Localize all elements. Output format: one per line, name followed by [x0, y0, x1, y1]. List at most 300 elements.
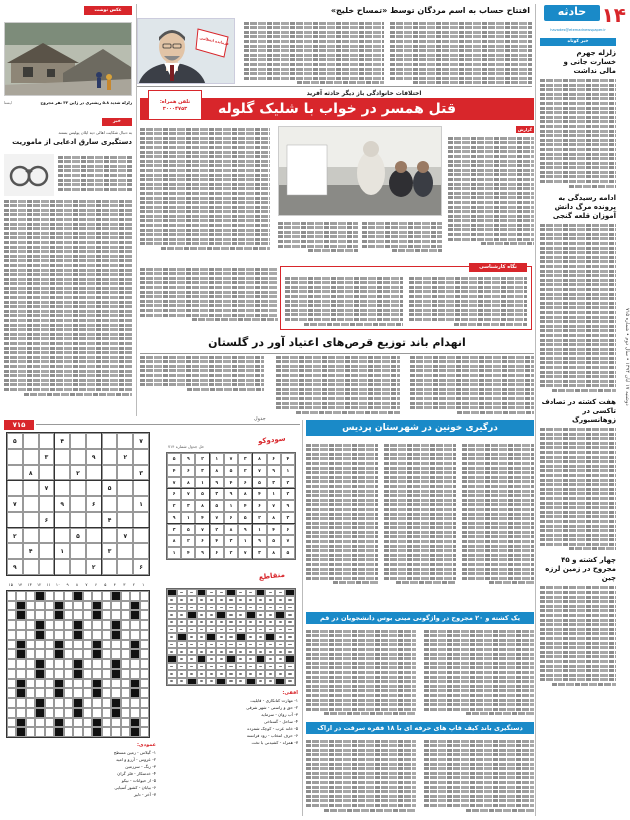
crossword-cell[interactable] [92, 620, 101, 630]
crossword-cell[interactable] [45, 698, 54, 708]
crossword-cell[interactable] [83, 620, 92, 630]
crossword-cell[interactable] [121, 640, 130, 650]
crossword-cell[interactable] [121, 688, 130, 698]
crossword-black-cell [73, 669, 82, 679]
crossword-cell[interactable] [45, 659, 54, 669]
sudoku-cell: ۵ [102, 480, 118, 496]
crossword-cell[interactable] [26, 649, 35, 659]
crossword-cell [216, 633, 226, 640]
crossword-cell[interactable] [7, 669, 16, 679]
crossword-cell[interactable] [102, 708, 111, 718]
crossword-cell[interactable] [73, 718, 82, 728]
crossword-cell [187, 648, 197, 655]
crossword-black-cell [177, 633, 187, 640]
crossword-cell[interactable] [26, 727, 35, 737]
crossword-cell[interactable] [26, 688, 35, 698]
crossword-cell[interactable] [102, 591, 111, 601]
crossword-cell[interactable] [45, 669, 54, 679]
sudoku-cell: ۲ [117, 449, 133, 465]
crossword-cell[interactable] [16, 591, 25, 601]
sudoku-cell: ۱ [133, 496, 149, 512]
crossword-cell [206, 655, 216, 662]
crossword-black-cell [275, 678, 285, 685]
crossword-cell[interactable] [26, 669, 35, 679]
crossword-black-cell [197, 589, 207, 596]
crossword-cell [265, 619, 275, 626]
crossword-cell[interactable] [83, 630, 92, 640]
crossword-cell[interactable] [73, 688, 82, 698]
sudoku-cell [23, 528, 39, 544]
crossword-cell[interactable] [83, 688, 92, 698]
crossword-cell[interactable] [45, 640, 54, 650]
crossword-cell [236, 648, 246, 655]
sudoku-cell: ۳ [181, 500, 195, 512]
crossword-cell[interactable] [130, 591, 139, 601]
crossword-cell [167, 633, 177, 640]
crossword-cell[interactable] [102, 679, 111, 689]
crossword-cell[interactable] [73, 649, 82, 659]
crossword-cell[interactable] [121, 601, 130, 611]
crossword-cell[interactable] [111, 601, 120, 611]
crossword-cell[interactable] [83, 591, 92, 601]
crossword-cell[interactable] [64, 620, 73, 630]
sudoku-box-line [209, 453, 210, 559]
crossword-cell[interactable] [45, 688, 54, 698]
report-label: گزارش [517, 127, 532, 132]
crossword-cell [256, 604, 266, 611]
crossword-cell[interactable] [64, 688, 73, 698]
sudoku-cell: ۷ [39, 480, 55, 496]
sudoku-cell [70, 480, 86, 496]
crossword-cell[interactable] [35, 649, 44, 659]
sudoku-cell: ۷ [252, 465, 266, 477]
crossword-cell[interactable] [140, 708, 149, 718]
sudoku-cell: ۶ [238, 477, 252, 489]
crossword-cell[interactable] [45, 620, 54, 630]
crossword-cell [226, 648, 236, 655]
crossword-cell[interactable] [92, 591, 101, 601]
sudoku-cell: ۴ [167, 465, 181, 477]
crossword-cell[interactable] [140, 649, 149, 659]
crossword-cell[interactable] [140, 630, 149, 640]
crossword-cell [256, 633, 266, 640]
crossword-cell[interactable] [121, 659, 130, 669]
crossword-black-cell [197, 655, 207, 662]
sudoku-cell [39, 559, 55, 575]
crossword-cell[interactable] [102, 718, 111, 728]
crossword-cell[interactable] [26, 640, 35, 650]
crossword-cell[interactable] [130, 708, 139, 718]
sudoku-cell [23, 559, 39, 575]
crossword-cell[interactable] [7, 688, 16, 698]
crossword-cell[interactable] [64, 698, 73, 708]
sudoku-cell: ۶ [224, 512, 238, 524]
crossword-cell[interactable] [140, 640, 149, 650]
sudoku-cell [133, 480, 149, 496]
crossword-cell[interactable] [102, 698, 111, 708]
crossword-cell[interactable] [130, 620, 139, 630]
crossword-cell [265, 641, 275, 648]
crossword-column-number: ۱ [142, 582, 145, 587]
main-story-kicker: اختلافات خانوادگی باز دیگر حادثه آفرید [306, 90, 422, 97]
sudoku-cell: ۶ [86, 496, 102, 512]
crossword-cell[interactable] [64, 718, 73, 728]
crossword-black-cell [265, 633, 275, 640]
crossword-black-cell [187, 611, 197, 618]
sudoku-cell [54, 449, 70, 465]
sudoku-cell [102, 449, 118, 465]
crossword-cell [265, 670, 275, 677]
crossword-cell[interactable] [111, 649, 120, 659]
crossword-cell[interactable] [73, 610, 82, 620]
handcuffs-photo [4, 154, 54, 196]
crossword-cell [206, 626, 216, 633]
crossword-cell[interactable] [121, 727, 130, 737]
sudoku-cell: ۹ [54, 496, 70, 512]
crossword-cell[interactable] [140, 620, 149, 630]
crossword-cell[interactable] [73, 679, 82, 689]
crossword-cell[interactable] [92, 669, 101, 679]
crossword-cell[interactable] [16, 698, 25, 708]
crossword-cell[interactable] [121, 591, 130, 601]
crossword-cell[interactable] [35, 640, 44, 650]
crossword-cell [285, 619, 295, 626]
crossword-cell[interactable] [64, 610, 73, 620]
sudoku-cell [39, 528, 55, 544]
crossword-column-number: ۵ [104, 582, 107, 587]
crossword-cell [187, 633, 197, 640]
crossword-cell[interactable] [64, 649, 73, 659]
crossword-cell[interactable] [54, 630, 63, 640]
sudoku-box-line [54, 433, 55, 575]
crossword-clue: ۶- بیابان - کشور آسیایی [114, 784, 156, 790]
crossword-cell [167, 619, 177, 626]
crossword-cell[interactable] [64, 669, 73, 679]
crossword-cell[interactable] [54, 591, 63, 601]
short-story-title: ادامه رسیدگی به پرونده مرگ دانش آموزان قلعه گنجی [552, 193, 616, 220]
crossword-cell[interactable] [102, 610, 111, 620]
crossword-black-cell [16, 679, 25, 689]
crossword-cell[interactable] [102, 620, 111, 630]
crossword-cell[interactable] [64, 727, 73, 737]
crossword-cell[interactable] [121, 620, 130, 630]
crossword-cell[interactable] [121, 718, 130, 728]
sudoku-box-line [167, 488, 295, 489]
crossword-cell [256, 663, 266, 670]
crossword-cell[interactable] [45, 649, 54, 659]
qom-story [306, 612, 534, 722]
sudoku-cell: ۷ [167, 477, 181, 489]
crossword-cell[interactable] [140, 698, 149, 708]
sudoku-cell [70, 559, 86, 575]
crossword-cell[interactable] [7, 727, 16, 737]
sudoku-cell [7, 449, 23, 465]
crossword-cell [256, 619, 266, 626]
crossword-cell[interactable] [64, 640, 73, 650]
crossword-cell[interactable] [140, 659, 149, 669]
crossword-cell[interactable] [111, 679, 120, 689]
sudoku-cell: ۴ [195, 512, 209, 524]
crossword-black-cell [130, 679, 139, 689]
crossword-cell[interactable] [26, 630, 35, 640]
crossword-cell[interactable] [7, 659, 16, 669]
crossword-cell[interactable] [35, 688, 44, 698]
crossword-cell [216, 626, 226, 633]
crossword-cell[interactable] [26, 679, 35, 689]
crossword-cell[interactable] [7, 698, 16, 708]
crossword-cell[interactable] [121, 698, 130, 708]
crossword-cell [197, 596, 207, 603]
crossword-black-cell [54, 610, 63, 620]
sudoku-box-line [252, 453, 253, 559]
crossword-cell[interactable] [35, 610, 44, 620]
crossword-cell[interactable] [140, 591, 149, 601]
crossword-cell[interactable] [64, 659, 73, 669]
crossword-cell [187, 596, 197, 603]
sudoku-cell: ۴ [224, 477, 238, 489]
crossword-cell [177, 678, 187, 685]
crossword-cell [197, 648, 207, 655]
crossword-cell[interactable] [45, 610, 54, 620]
crossword-cell [265, 626, 275, 633]
crossword-cell[interactable] [7, 708, 16, 718]
crossword-cell[interactable] [7, 679, 16, 689]
crossword-cell[interactable] [54, 698, 63, 708]
crossword-cell[interactable] [7, 649, 16, 659]
crossword-cell [246, 596, 256, 603]
sudoku-prev-solution-label: حل جدول شماره ۷۱۴ [168, 444, 205, 449]
sudoku-cell [133, 449, 149, 465]
crossword-black-cell [187, 678, 197, 685]
crossword-cell[interactable] [130, 659, 139, 669]
crossword-cell[interactable] [73, 640, 82, 650]
crossword-cell [226, 611, 236, 618]
crossword-cell[interactable] [45, 708, 54, 718]
crossword-cell[interactable] [83, 669, 92, 679]
crossword-cell[interactable] [92, 708, 101, 718]
crossword-black-cell [54, 688, 63, 698]
crossword-black-cell [130, 688, 139, 698]
crossword-cell [216, 670, 226, 677]
crossword-cell[interactable] [7, 591, 16, 601]
crossword-cell[interactable] [26, 620, 35, 630]
sudoku-cell: ۵ [70, 528, 86, 544]
crossword-cell[interactable] [83, 601, 92, 611]
crossword-cell [177, 626, 187, 633]
crossword-cell[interactable] [83, 610, 92, 620]
crossword-cell[interactable] [140, 727, 149, 737]
crossword-cell[interactable] [121, 630, 130, 640]
crossword-cell[interactable] [54, 669, 63, 679]
crossword-cell [187, 670, 197, 677]
crossword-cell[interactable] [130, 698, 139, 708]
sudoku-cell [133, 528, 149, 544]
crossword-cell [216, 648, 226, 655]
crossword-cell[interactable] [102, 688, 111, 698]
sudoku-cell: ۶ [181, 465, 195, 477]
crossword-cell[interactable] [64, 601, 73, 611]
crossword-cell[interactable] [26, 708, 35, 718]
crossword-cell [197, 619, 207, 626]
crossword-cell [187, 589, 197, 596]
crossword-cell[interactable] [111, 718, 120, 728]
crossword-cell[interactable] [45, 601, 54, 611]
crossword-cell[interactable] [54, 708, 63, 718]
crossword-cell [187, 655, 197, 662]
crossword-cell[interactable] [102, 649, 111, 659]
crossword-black-cell [92, 688, 101, 698]
crossword-cell[interactable] [102, 659, 111, 669]
crossword-cell[interactable] [35, 679, 44, 689]
crossword-cell[interactable] [111, 640, 120, 650]
crossword-cell[interactable] [140, 601, 149, 611]
crossword-cell [246, 641, 256, 648]
sudoku-cell: ۹ [252, 535, 266, 547]
crossword-cell[interactable] [7, 630, 16, 640]
crossword-cell[interactable] [102, 669, 111, 679]
crossword-cell[interactable] [7, 620, 16, 630]
crossword-cell[interactable] [45, 591, 54, 601]
crossword-cell[interactable] [121, 610, 130, 620]
crossword-cell[interactable] [121, 708, 130, 718]
crossword-cell[interactable] [92, 659, 101, 669]
sudoku-box-line [7, 527, 149, 528]
crossword-cell[interactable] [26, 591, 35, 601]
crossword-cell[interactable] [111, 688, 120, 698]
crossword-black-cell [54, 718, 63, 728]
crossword-cell[interactable] [35, 718, 44, 728]
crossword-cell[interactable] [140, 688, 149, 698]
crossword-cell[interactable] [45, 718, 54, 728]
sudoku-cell [102, 559, 118, 575]
crossword-cell[interactable] [16, 630, 25, 640]
crossword-clue: ۴- خدمتکار - فلز گران [117, 770, 156, 776]
crossword-cell[interactable] [83, 640, 92, 650]
sudoku-cell: ۶ [133, 559, 149, 575]
crossword-cell[interactable] [64, 708, 73, 718]
table-label: جدول [254, 416, 266, 422]
crossword-cell[interactable] [111, 727, 120, 737]
crossword-cell[interactable] [26, 601, 35, 611]
crossword-cell[interactable] [26, 718, 35, 728]
crossword-black-cell [35, 659, 44, 669]
crossword-cell[interactable] [35, 727, 44, 737]
crossword-cell [236, 596, 246, 603]
sudoku-cell: ۱ [238, 535, 252, 547]
sudoku-cell: ۵ [238, 512, 252, 524]
sudoku-cell [102, 528, 118, 544]
crossword-cell[interactable] [121, 679, 130, 689]
crossword-cell [236, 678, 246, 685]
crossword-cell[interactable] [45, 727, 54, 737]
crossword-cell[interactable] [140, 679, 149, 689]
sudoku-cell [70, 543, 86, 559]
crossword-cell[interactable] [7, 640, 16, 650]
crossword-cell [285, 663, 295, 670]
crossword-cell[interactable] [102, 640, 111, 650]
crossword-cell[interactable] [26, 659, 35, 669]
horizontal-clues [160, 690, 298, 816]
sudoku-cell: ۷ [224, 453, 238, 465]
crossword-cell[interactable] [83, 708, 92, 718]
crossword-cell[interactable] [26, 698, 35, 708]
sudoku-cell [23, 449, 39, 465]
crossword-cell[interactable] [16, 669, 25, 679]
crossword-cell[interactable] [140, 718, 149, 728]
crossword-cell[interactable] [83, 698, 92, 708]
crossword-cell[interactable] [121, 669, 130, 679]
crossword-cell[interactable] [7, 601, 16, 611]
crossword-cell [206, 619, 216, 626]
crossword-black-cell [236, 633, 246, 640]
crossword-black-cell [16, 649, 25, 659]
crossword-cell[interactable] [121, 649, 130, 659]
sudoku-cell [117, 480, 133, 496]
crossword-cell[interactable] [26, 610, 35, 620]
crossword-cell[interactable] [83, 727, 92, 737]
crossword-cell[interactable] [102, 727, 111, 737]
sudoku-cell [117, 496, 133, 512]
sudoku-cell: ۹ [195, 547, 209, 559]
crossword-cell[interactable] [54, 620, 63, 630]
crossword-black-cell [226, 655, 236, 662]
crossword-cell[interactable] [102, 601, 111, 611]
crossword-cell[interactable] [73, 727, 82, 737]
crossword-cell[interactable] [7, 610, 16, 620]
sudoku-cell [86, 528, 102, 544]
crossword-cell[interactable] [73, 601, 82, 611]
crossword-cell[interactable] [16, 659, 25, 669]
sudoku-cell: ۶ [195, 535, 209, 547]
crossword-cell [256, 641, 266, 648]
crossword-cell[interactable] [102, 630, 111, 640]
sudoku-cell: ۷ [210, 512, 224, 524]
sudoku-box-line [167, 523, 295, 524]
crossword-cell[interactable] [83, 718, 92, 728]
main-story [140, 90, 534, 265]
crossword-cell[interactable] [16, 620, 25, 630]
date-line: دوشنبه ۱۷ آبان ۱۳۹۴ • سال دوم • شماره ۷۱۵ [624, 308, 630, 406]
sudoku-cell: ۶ [267, 453, 281, 465]
crossword-cell[interactable] [83, 679, 92, 689]
crossword-cell[interactable] [54, 659, 63, 669]
crossword-cell[interactable] [140, 669, 149, 679]
crossword-title-badge [251, 570, 292, 586]
crossword-clue: ۳- آب روان - سرمایه [261, 711, 298, 717]
crossword-cell[interactable] [16, 708, 25, 718]
crossword-cell[interactable] [130, 630, 139, 640]
crossword-cell[interactable] [7, 718, 16, 728]
crossword-cell[interactable] [45, 630, 54, 640]
crossword-cell[interactable] [64, 630, 73, 640]
crossword-cell[interactable] [64, 591, 73, 601]
sudoku-cell [133, 512, 149, 528]
sudoku-cell [54, 512, 70, 528]
crossword-cell [177, 655, 187, 662]
top-strip [137, 6, 532, 84]
crossword-cell[interactable] [64, 679, 73, 689]
crossword-cell[interactable] [83, 659, 92, 669]
crossword-cell[interactable] [92, 698, 101, 708]
crossword-cell[interactable] [130, 669, 139, 679]
crossword-cell[interactable] [35, 601, 44, 611]
crossword-cell[interactable] [92, 630, 101, 640]
top-strip-headline: افتتاح حساب به اسم مردگان توسط «تمساح خلیج» [330, 6, 530, 15]
crossword-cell[interactable] [45, 679, 54, 689]
crossword-cell[interactable] [83, 649, 92, 659]
crossword-cell[interactable] [111, 610, 120, 620]
crossword-cell[interactable] [140, 610, 149, 620]
